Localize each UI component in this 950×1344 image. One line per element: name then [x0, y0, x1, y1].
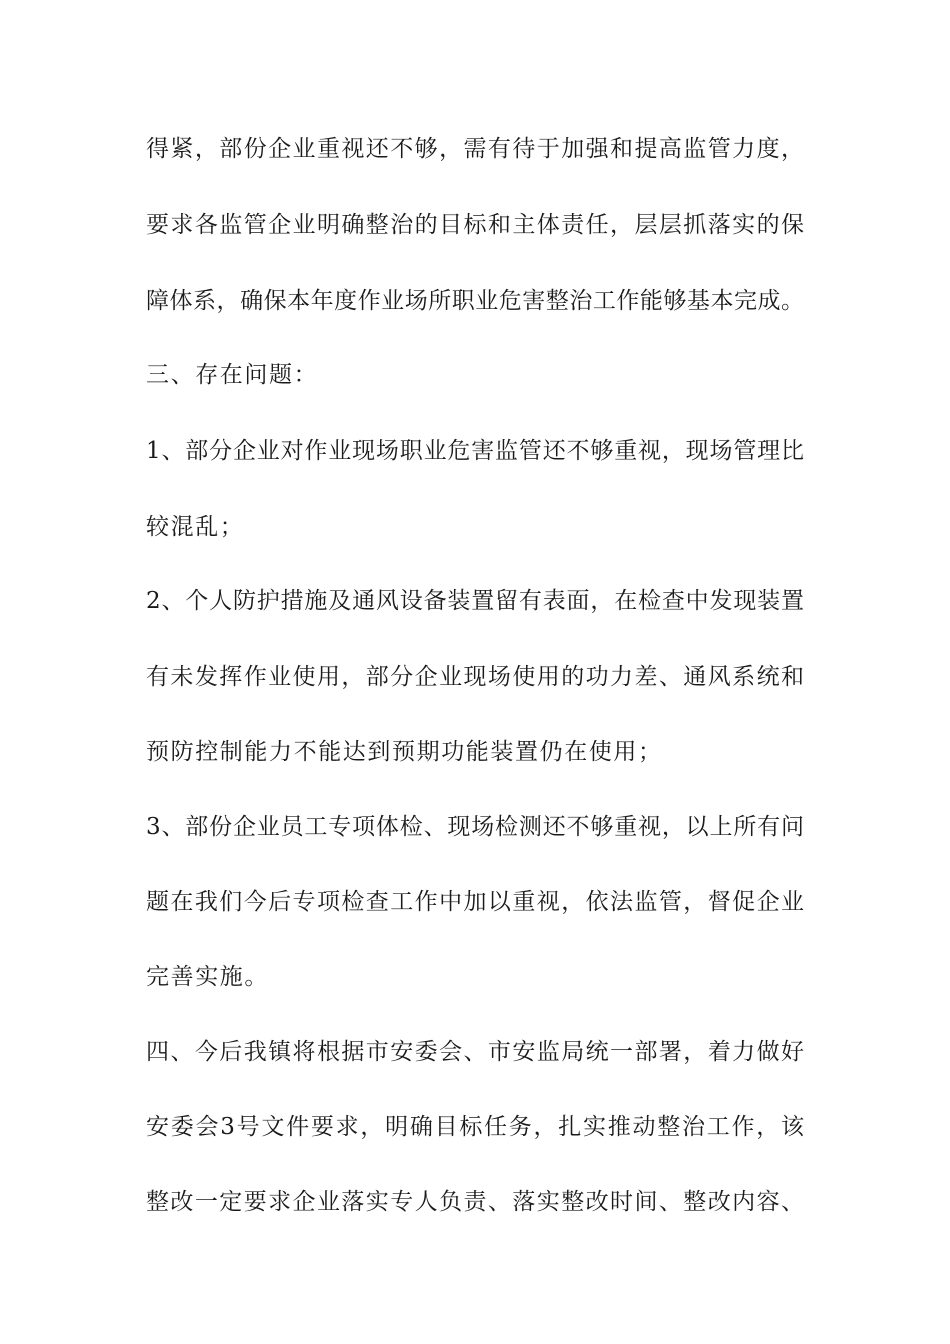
section-heading-4: 四、今后我镇将根据市安委会、市安监局统一部署，着力做好: [146, 1039, 804, 1065]
paragraph-line: 完善实施。: [146, 964, 269, 990]
paragraph-line: 得紧，部份企业重视还不够，需有待于加强和提高监管力度，: [146, 136, 804, 162]
paragraph-line: 较混乱；: [146, 514, 245, 540]
paragraph-line: 3、部份企业员工专项体检、现场检测还不够重视，以上所有问: [146, 814, 804, 840]
paragraph-line: 2、个人防护措施及通风设备装置留有表面，在检查中发现装置: [146, 588, 804, 614]
paragraph-line: 要求各监管企业明确整治的目标和主体责任，层层抓落实的保: [146, 212, 804, 238]
paragraph-line: 预防控制能力不能达到预期功能装置仍在使用；: [146, 739, 663, 765]
paragraph-line: 安委会3号文件要求，明确目标任务，扎实推动整治工作，该: [146, 1114, 804, 1140]
section-heading-3: 三、存在问题：: [146, 362, 319, 388]
paragraph-line: 题在我们今后专项检查工作中加以重视，依法监管，督促企业: [146, 889, 804, 915]
paragraph-line: 整改一定要求企业落实专人负责、落实整改时间、整改内容、: [146, 1189, 804, 1215]
paragraph-line: 有未发挥作业使用，部分企业现场使用的功力差、通风系统和: [146, 664, 804, 690]
paragraph-line: 障体系，确保本年度作业场所职业危害整治工作能够基本完成。: [146, 288, 804, 314]
paragraph-line: 1、部分企业对作业现场职业危害监管还不够重视，现场管理比: [146, 438, 804, 464]
